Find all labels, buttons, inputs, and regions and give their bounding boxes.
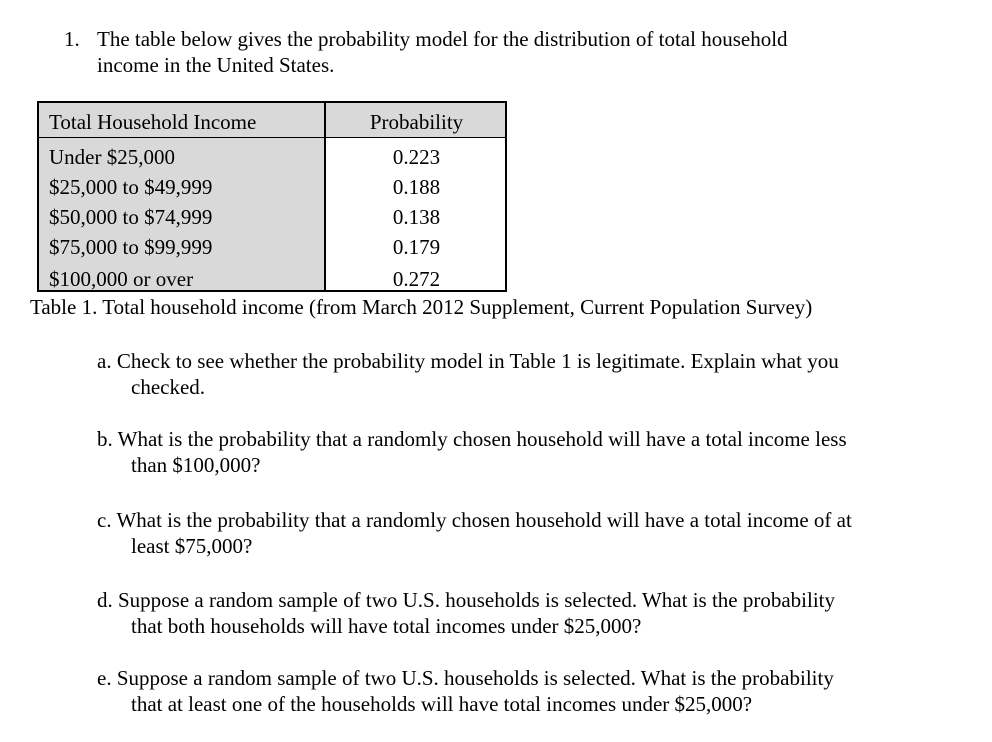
row-0-probability: 0.223 <box>392 145 441 169</box>
part-d-line-1: d. Suppose a random sample of two U.S. households is selected. What is the probability <box>97 588 836 612</box>
part-b-line-2: than $100,000? <box>131 453 261 477</box>
header-probability: Probability <box>369 110 464 134</box>
row-1-probability: 0.188 <box>392 175 441 199</box>
part-b <box>97 426 937 478</box>
part-c-line-1: c. What is the probability that a randomly chosen household will have a total income of at <box>97 508 852 532</box>
part-a <box>97 348 937 400</box>
row-2-income: $50,000 to $74,999 <box>49 205 213 229</box>
part-a-line-1: a. Check to see whether the probability model in Table 1 is legitimate. Explain what you <box>97 349 839 373</box>
row-3-probability: 0.179 <box>392 235 441 259</box>
probability-table <box>37 101 507 292</box>
question-stem-line-2: income in the United States. <box>97 53 335 77</box>
part-c-line-2: least $75,000? <box>131 534 253 558</box>
part-c <box>97 507 937 559</box>
question-stem <box>97 26 917 78</box>
question-stem-line-1: The table below gives the probability model for the distribution of total household <box>97 27 788 51</box>
question-number: 1. <box>64 27 80 51</box>
row-1-income: $25,000 to $49,999 <box>49 175 213 199</box>
row-2-probability: 0.138 <box>392 205 441 229</box>
part-b-line-1: b. What is the probability that a randomly chosen household will have a total income less <box>97 427 847 451</box>
table-caption: Table 1. Total household income (from March 2012 Supplement, Current Population Survey) <box>30 295 813 319</box>
header-divider <box>39 137 505 138</box>
part-d-line-2: that both households will have total incomes under $25,000? <box>131 614 642 638</box>
part-a-line-2: checked. <box>131 375 206 399</box>
row-0-income: Under $25,000 <box>49 145 175 169</box>
row-4-probability: 0.272 <box>392 267 441 291</box>
row-3-income: $75,000 to $99,999 <box>49 235 213 259</box>
part-e-line-1: e. Suppose a random sample of two U.S. households is selected. What is the probability <box>97 666 834 690</box>
header-income: Total Household Income <box>49 110 257 134</box>
part-e <box>97 665 937 717</box>
row-4-income: $100,000 or over <box>49 267 194 291</box>
part-e-line-2: that at least one of the households will have total incomes under $25,000? <box>131 692 753 716</box>
part-d <box>97 587 937 639</box>
